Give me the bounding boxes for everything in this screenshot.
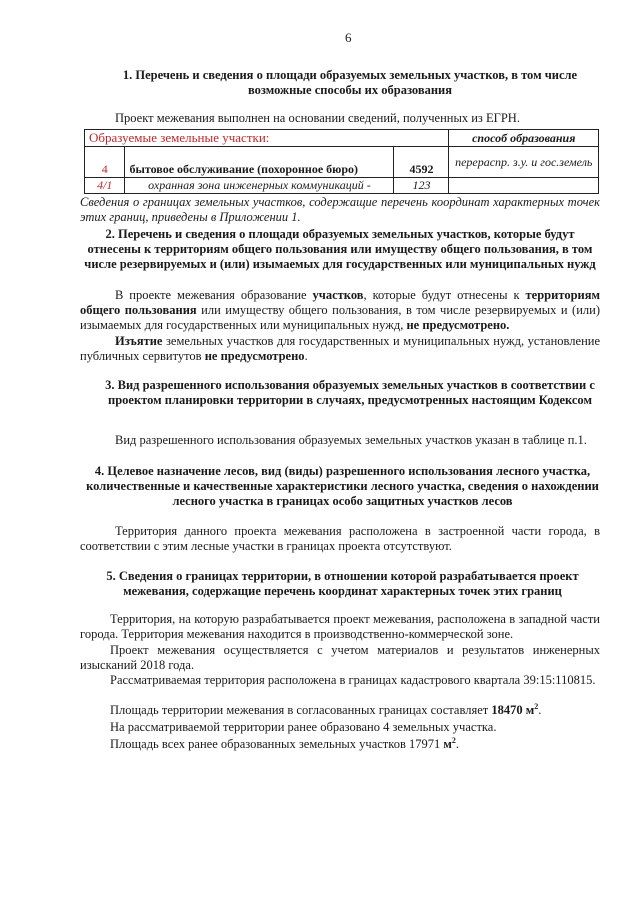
plot-number: 4 — [85, 147, 125, 178]
section-5-heading: 5. Сведения о границах территории, в отношении которой разрабатывается проект межевания, содержащие перечень координат характерных точек этих границ — [106, 569, 579, 598]
text: . — [455, 737, 460, 751]
plots-table — [84, 129, 599, 194]
section-1-intro: Проект межевания выполнен на основании сведений, полученных из ЕГРН. — [115, 111, 520, 125]
section-1-note: Сведения о границах земельных участков, содержащие перечень координат характерных точек этих границ, приведены в Приложении 1. — [80, 195, 600, 224]
text: Площадь всех ранее образованных земельных участков 17971 — [110, 737, 444, 751]
table-header-method: способ образования — [449, 130, 599, 147]
section-5-paragraph-2: Проект межевания осуществляется с учетом материалов и результатов инженерных изысканий 2018 года. — [80, 643, 600, 672]
superscript: 2 — [451, 735, 456, 745]
text: В проекте межевания образование — [115, 288, 313, 302]
text-bold: территориям общего пользования — [80, 288, 600, 317]
section-5-paragraph-4 — [110, 703, 600, 718]
plot-area: 4592 — [394, 147, 449, 178]
section-4-text: Территория данного проекта межевания расположена в застроенной части города, в соответствии с этим лесные участки в границах проекта отсутствуют. — [80, 524, 600, 553]
table-header-plots: Образуемые земельные участки: — [85, 130, 449, 147]
section-1-heading: 1. Перечень и сведения о площади образуемых земельных участков, в том числе возможные способы их образования — [122, 68, 578, 97]
text: или имуществу общего пользования, в том числе резервируемых и (или) изымаемых для государственных или муниципальных нужд, — [80, 303, 600, 332]
plot-name: охранная зона инженерных коммуникаций - — [125, 178, 394, 194]
plot-area: 123 — [394, 178, 449, 194]
superscript: 2 — [534, 701, 539, 711]
text-bold: не предусмотрено — [204, 349, 305, 363]
section-4-heading: 4. Целевое назначение лесов, вид (виды) разрешенного использования лесного участка, количественные и качественные характеристики лесного участка, сведения о нахождении лесного участка в границах особо защитных участков лесов — [86, 464, 599, 508]
text-bold: не предусмотрено. — [406, 318, 510, 332]
section-5-paragraph-5: На рассматриваемой территории ранее образовано 4 земельных участка. — [110, 720, 497, 734]
table-header-row — [85, 130, 599, 147]
text: земельных участков для государственных и муниципальных нужд, установление публичных сервитутов — [80, 334, 600, 363]
section-3-heading: 3. Вид разрешенного использования образуемых земельных участков в соответствии с проектом планировки территории в случаях, предусмотренных настоящим Кодексом — [105, 378, 595, 407]
section-5-paragraph-6 — [110, 737, 600, 752]
text: Площадь территории межевания в согласованных границах составляет — [110, 703, 492, 717]
table-row — [85, 147, 599, 178]
text-bold: м — [443, 737, 452, 751]
section-2-paragraph-1 — [80, 288, 600, 333]
section-2-heading: 2. Перечень и сведения о площади образуемых земельных участков, которые будут отнесены к территориям общего пользования или имуществу общего пользования, в том числе резервируемых и (или) изымаемых для государственных или муниципальных нужд — [84, 227, 596, 271]
plot-method — [449, 178, 599, 194]
plot-method: перераспр. з.у. и гос.земель — [449, 147, 599, 178]
plot-name: бытовое обслуживание (похоронное бюро) — [125, 147, 394, 178]
text-bold: участков — [312, 288, 364, 302]
text: , которые будут отнесены к — [363, 288, 526, 302]
text: . — [304, 349, 308, 363]
section-5-paragraph-3: Рассматриваемая территория расположена в границах кадастрового квартала 39:15:110815. — [110, 673, 596, 687]
text-bold: Изъятие — [115, 334, 163, 348]
page-number: 6 — [345, 30, 352, 45]
section-3-text: Вид разрешенного использования образуемых земельных участков указан в таблице п.1. — [115, 433, 587, 447]
section-5-paragraph-1: Территория, на которую разрабатывается проект межевания, расположена в западной части города. Территория межевания находится в производственно-коммерческой зоне. — [80, 612, 600, 641]
plot-number: 4/1 — [85, 178, 125, 194]
table-row — [85, 178, 599, 194]
text-bold: 18470 м — [491, 703, 535, 717]
text: . — [538, 703, 542, 717]
section-2-paragraph-2 — [80, 334, 600, 364]
